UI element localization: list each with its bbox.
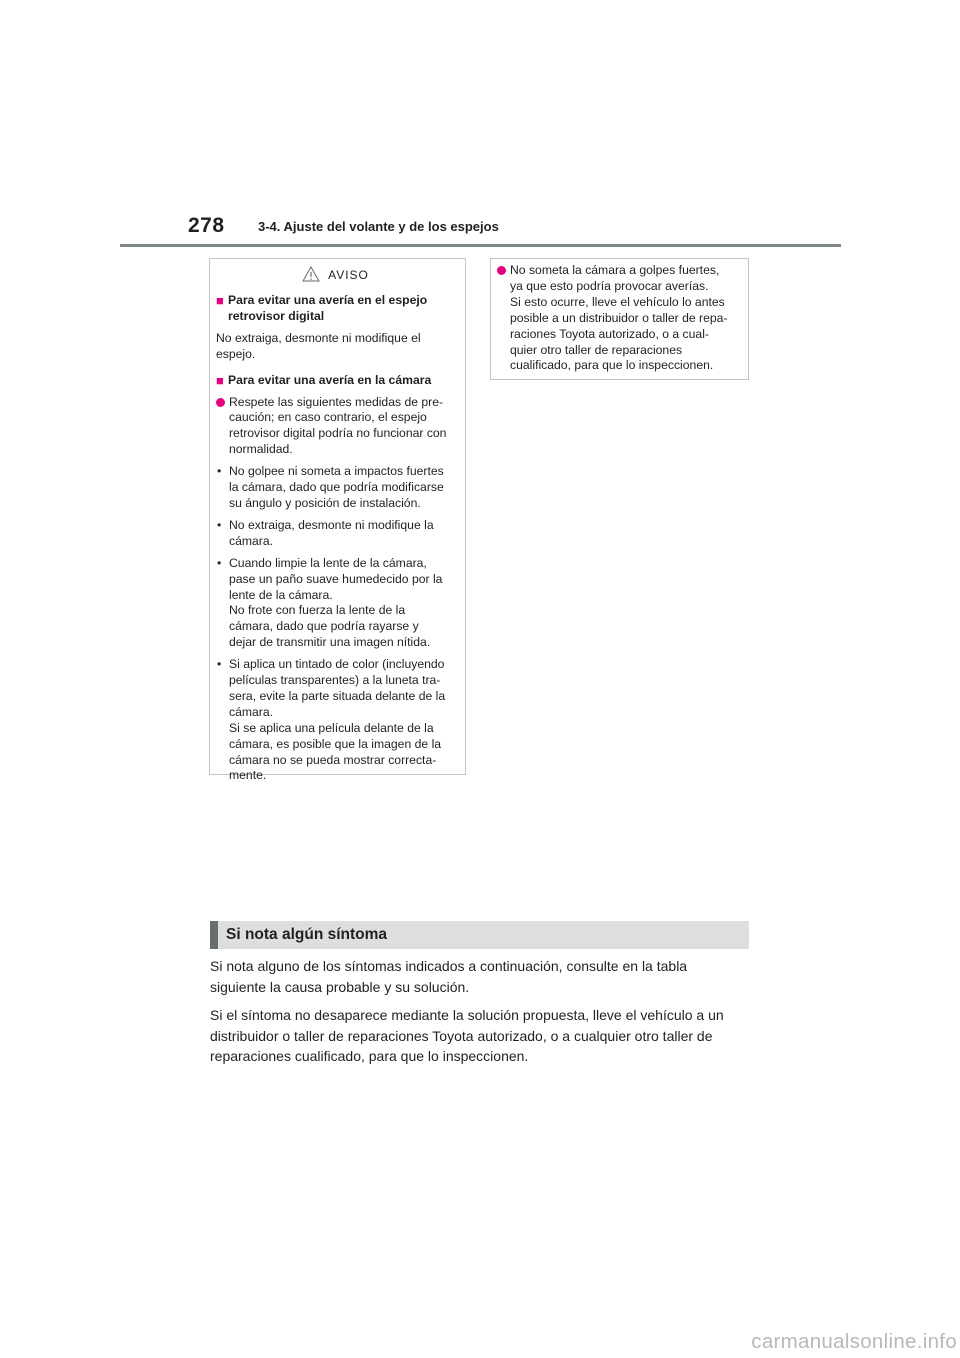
bullet-icon: •: [217, 555, 222, 570]
section-heading-text: Si nota algún síntoma: [226, 926, 388, 943]
dot-bullet-icon: [497, 263, 510, 374]
warning-triangle-icon: [302, 266, 320, 285]
watermark: carmanualsonline.info: [751, 1330, 957, 1353]
heading-accent-bar: [210, 921, 218, 949]
bullet-icon: •: [217, 517, 222, 532]
warning-heading-mirror: ■ Para evitar una avería en el espejo retrovisor digital: [216, 293, 428, 323]
warning-box-continued: [490, 258, 749, 380]
bullet-list-item: • Cuando limpie la lente de la cámara, pase un paño suave humedecido por la lente de la cámara. No frote con fuerza la lente de la cámara, dado que podría rayarse y dejar de transmitir una imagen nítida.: [217, 555, 443, 650]
square-bullet-icon: ■: [216, 372, 224, 388]
dot-bullet-icon: [216, 395, 229, 459]
section-body: [210, 956, 750, 1075]
bullet-list-item: • No extraiga, desmonte ni modifique la cámara.: [217, 517, 434, 548]
warning-box: [209, 258, 466, 783]
bullet-icon: •: [217, 657, 222, 672]
square-bullet-icon: ■: [216, 293, 224, 308]
dot-list-item: No someta la cámara a golpes fuertes, ya que esto podría provocar averías. Si esto ocurre, lleve el vehículo lo antes posible a un distribuidor o taller de repa- raciones Toyota autorizado, o a cual- quier otro taller de reparaciones cualificado, para que lo inspeccionen.: [497, 263, 740, 374]
page-number: 278: [188, 214, 225, 237]
warning-paragraph: No extraiga, desmonte ni modifique el espejo.: [216, 330, 421, 361]
warning-title: AVISO: [328, 268, 369, 282]
body-paragraph: Si el síntoma no desaparece mediante la solución propuesta, lleve el vehículo a un distribuidor o taller de reparaciones Toyota autorizado, o a cualquier otro taller de reparaciones cualificado, para que lo inspeccionen.: [210, 1007, 724, 1065]
header-rule: [120, 244, 841, 247]
bullet-icon: •: [217, 464, 222, 479]
warning-heading-camera: ■ Para evitar una avería en la cámara: [216, 372, 432, 388]
bullet-list-item: • No golpee ni someta a impactos fuertes la cámara, dado que podría modificarse su ángulo y posición de instalación.: [217, 464, 444, 510]
bullet-list-item: • Si aplica un tintado de color (incluyendo películas transparentes) a la luneta tra- sera, evite la parte situada delante de la cámara. Si se aplica una película delante de la cámara, es posible que la imagen de la cámara no se pueda mostrar correcta- mente.: [217, 657, 446, 783]
dot-list-item: Respete las siguientes medidas de pre- caución; en caso contrario, el espejo retrovisor digital podría no funcionar con normalidad.: [216, 395, 455, 459]
body-paragraph: Si nota alguno de los síntomas indicados a continuación, consulte en la tabla siguiente la causa probable y su solución.: [210, 958, 688, 995]
warning-header: [216, 259, 455, 291]
section-heading: [210, 921, 749, 949]
section-title: 3-4. Ajuste del volante y de los espejos: [258, 219, 499, 234]
